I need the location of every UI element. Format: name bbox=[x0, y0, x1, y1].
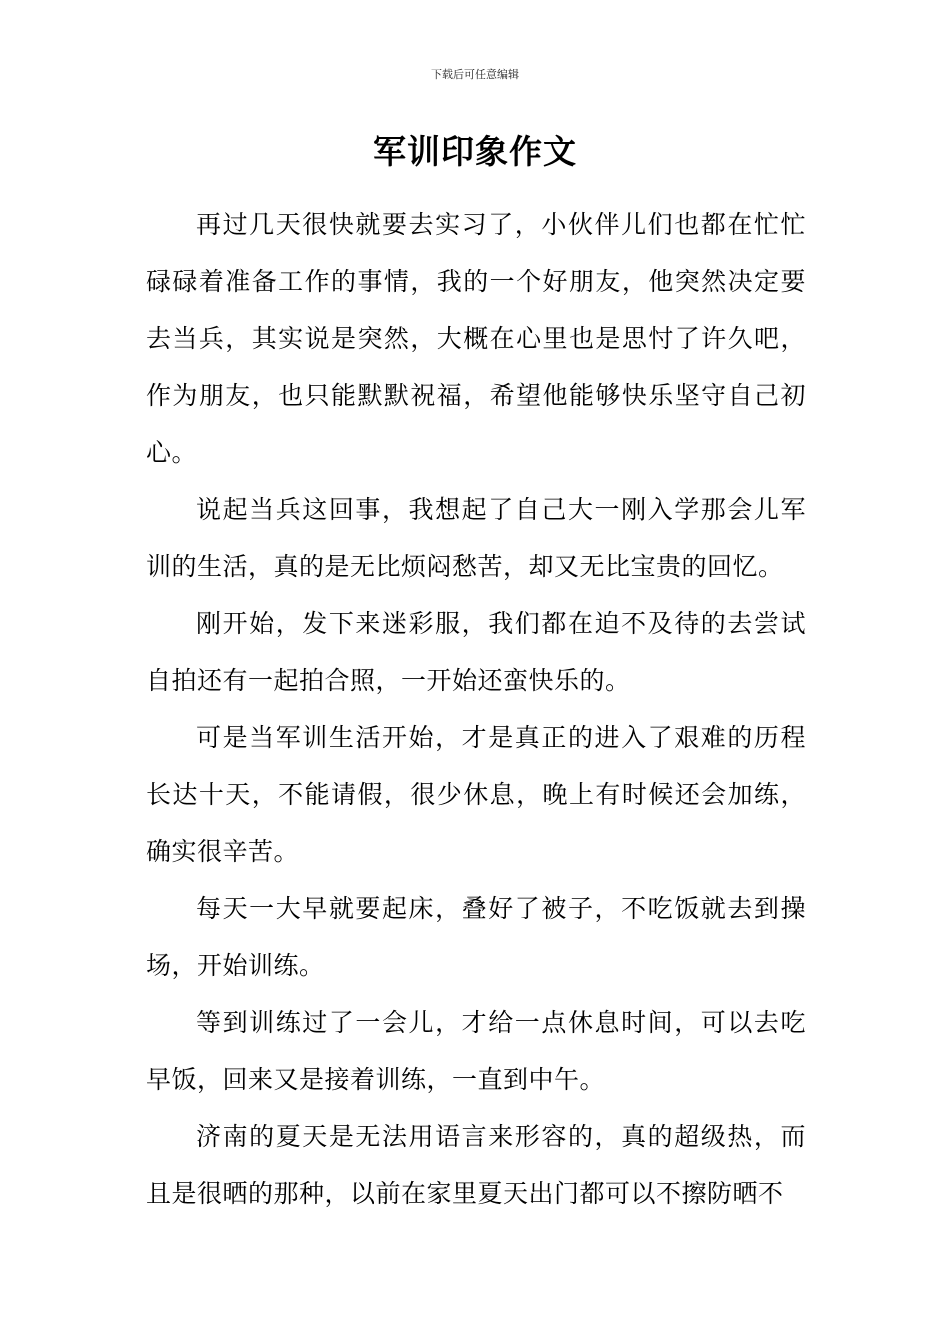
header-note: 下载后可任意编辑 bbox=[431, 68, 519, 81]
paragraph: 济南的夏天是无法用语言来形容的，真的超级热，而且是很晒的那种，以前在家里夏天出门都可以不擦防晒不 bbox=[146, 1122, 806, 1208]
document-body bbox=[146, 196, 806, 1222]
paragraph: 每天一大早就要起床，叠好了被子，不吃饭就去到操场，开始训练。 bbox=[146, 894, 806, 980]
document-title: 军训印象作文 bbox=[373, 132, 577, 171]
paragraph: 等到训练过了一会儿，才给一点休息时间，可以去吃早饭，回来又是接着训练，一直到中午。 bbox=[146, 1008, 806, 1094]
paragraph: 说起当兵这回事，我想起了自己大一刚入学那会儿军训的生活，真的是无比烦闷愁苦，却又无比宝贵的回忆。 bbox=[146, 495, 806, 581]
paragraph: 可是当军训生活开始，才是真正的进入了艰难的历程长达十天，不能请假，很少休息，晚上有时候还会加练，确实很辛苦。 bbox=[146, 723, 806, 866]
paragraph: 刚开始，发下来迷彩服，我们都在迫不及待的去尝试自拍还有一起拍合照，一开始还蛮快乐的。 bbox=[146, 609, 806, 695]
paragraph: 再过几天很快就要去实习了，小伙伴儿们也都在忙忙碌碌着准备工作的事情，我的一个好朋友，他突然决定要去当兵，其实说是突然，大概在心里也是思忖了许久吧，作为朋友，也只能默默祝福，希望他能够快乐坚守自己初心。 bbox=[146, 210, 806, 467]
